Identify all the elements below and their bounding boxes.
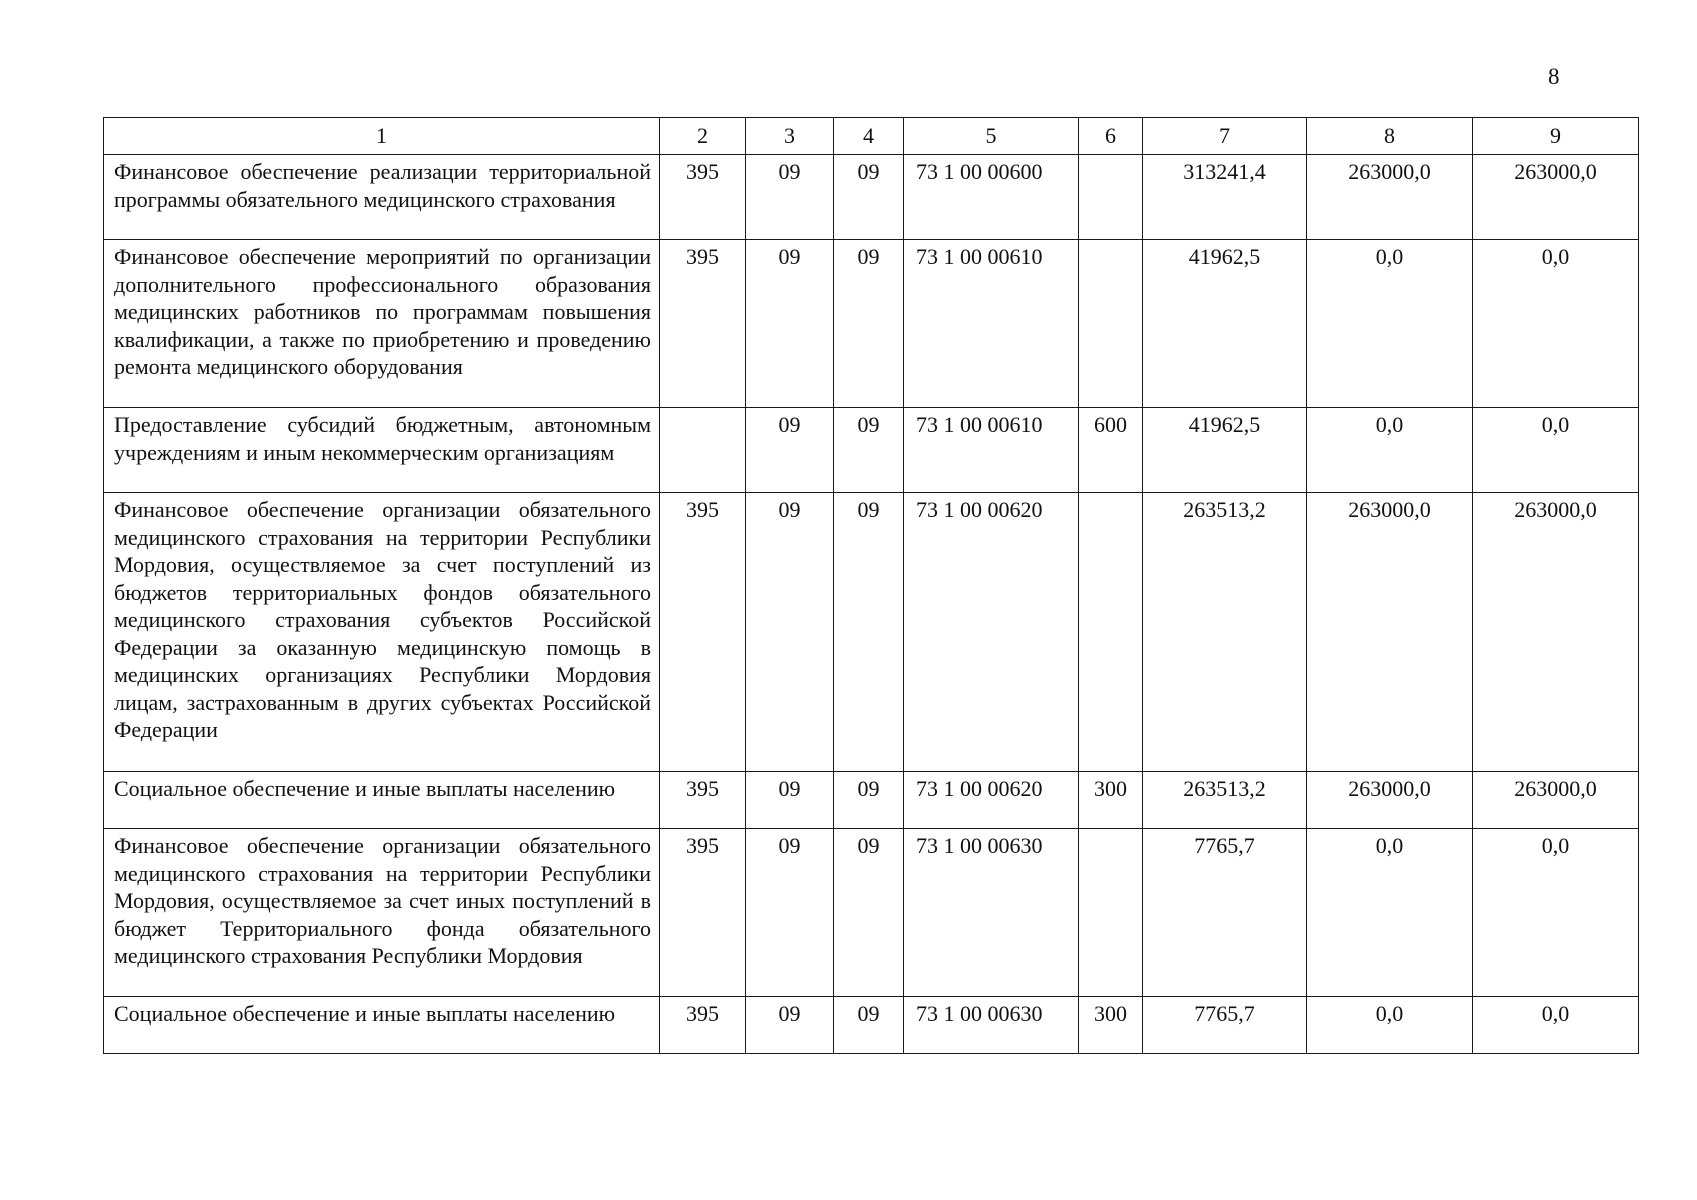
- cell-col4: 09: [834, 829, 904, 997]
- cell-col4: 09: [834, 772, 904, 829]
- cell-col7: 41962,5: [1143, 408, 1307, 493]
- header-cell-9: 9: [1473, 118, 1639, 155]
- cell-col2: 395: [660, 997, 746, 1054]
- row-description: Финансовое обеспечение мероприятий по организации дополнительного профессионального образования медицинских работников по программам повышения квалификации, а также по приобретению и проведению ремонта медицинского оборудования: [104, 240, 660, 408]
- row-description: Финансовое обеспечение реализации территориальной программы обязательного медицинского страхования: [104, 155, 660, 240]
- cell-col2: 395: [660, 155, 746, 240]
- cell-col5: 73 1 00 00610: [904, 408, 1079, 493]
- table-row: [104, 829, 1639, 997]
- cell-col5: 73 1 00 00620: [904, 772, 1079, 829]
- cell-col3: 09: [746, 240, 834, 408]
- cell-col6: 300: [1079, 997, 1143, 1054]
- cell-col5: 73 1 00 00600: [904, 155, 1079, 240]
- cell-col6: [1079, 829, 1143, 997]
- row-description: Финансовое обеспечение организации обязательного медицинского страхования на территории Республики Мордовия, осуществляемое за счет поступлений из бюджетов территориальных фондов обязательного медицинского страхования субъектов Российской Федерации за оказанную медицинскую помощь в медицинских организациях Республики Мордовия лицам, застрахованным в других субъектах Российской Федерации: [104, 493, 660, 772]
- cell-col3: 09: [746, 155, 834, 240]
- table-row: [104, 240, 1639, 408]
- header-row: [104, 118, 1639, 155]
- cell-col4: 09: [834, 240, 904, 408]
- table-row: [104, 493, 1639, 772]
- table-row: [104, 772, 1639, 829]
- header-cell-8: 8: [1307, 118, 1473, 155]
- header-cell-1: 1: [104, 118, 660, 155]
- cell-col7: 263513,2: [1143, 493, 1307, 772]
- cell-col9: 0,0: [1473, 240, 1639, 408]
- cell-col4: 09: [834, 997, 904, 1054]
- row-description: Предоставление субсидий бюджетным, автономным учреждениям и иным некоммерческим организациям: [104, 408, 660, 493]
- cell-col5: 73 1 00 00630: [904, 997, 1079, 1054]
- cell-col5: 73 1 00 00620: [904, 493, 1079, 772]
- cell-col2: [660, 408, 746, 493]
- cell-col7: 41962,5: [1143, 240, 1307, 408]
- row-description: Социальное обеспечение и иные выплаты населению: [104, 772, 660, 829]
- cell-col2: 395: [660, 240, 746, 408]
- cell-col4: 09: [834, 408, 904, 493]
- header-cell-3: 3: [746, 118, 834, 155]
- cell-col6: [1079, 493, 1143, 772]
- cell-col3: 09: [746, 493, 834, 772]
- cell-col9: 0,0: [1473, 829, 1639, 997]
- cell-col3: 09: [746, 772, 834, 829]
- cell-col2: 395: [660, 493, 746, 772]
- row-description: Финансовое обеспечение организации обязательного медицинского страхования на территории Республики Мордовия, осуществляемое за счет иных поступлений в бюджет Территориального фонда обязательного медицинского страхования Республики Мордовия: [104, 829, 660, 997]
- cell-col2: 395: [660, 772, 746, 829]
- cell-col3: 09: [746, 408, 834, 493]
- cell-col8: 0,0: [1307, 408, 1473, 493]
- header-cell-2: 2: [660, 118, 746, 155]
- header-cell-4: 4: [834, 118, 904, 155]
- cell-col6: 600: [1079, 408, 1143, 493]
- cell-col2: 395: [660, 829, 746, 997]
- header-cell-6: 6: [1079, 118, 1143, 155]
- cell-col9: 263000,0: [1473, 155, 1639, 240]
- table-row: [104, 997, 1639, 1054]
- cell-col8: 263000,0: [1307, 493, 1473, 772]
- cell-col8: 0,0: [1307, 997, 1473, 1054]
- cell-col9: 263000,0: [1473, 772, 1639, 829]
- cell-col3: 09: [746, 829, 834, 997]
- row-description: Социальное обеспечение и иные выплаты населению: [104, 997, 660, 1054]
- cell-col9: 263000,0: [1473, 493, 1639, 772]
- cell-col3: 09: [746, 997, 834, 1054]
- cell-col5: 73 1 00 00610: [904, 240, 1079, 408]
- cell-col6: 300: [1079, 772, 1143, 829]
- cell-col4: 09: [834, 493, 904, 772]
- cell-col8: 263000,0: [1307, 155, 1473, 240]
- table-row: [104, 408, 1639, 493]
- page-number: 8: [1548, 64, 1560, 89]
- cell-col5: 73 1 00 00630: [904, 829, 1079, 997]
- cell-col7: 7765,7: [1143, 997, 1307, 1054]
- table-row: [104, 155, 1639, 240]
- cell-col7: 7765,7: [1143, 829, 1307, 997]
- header-cell-7: 7: [1143, 118, 1307, 155]
- cell-col9: 0,0: [1473, 408, 1639, 493]
- cell-col6: [1079, 240, 1143, 408]
- cell-col4: 09: [834, 155, 904, 240]
- cell-col9: 0,0: [1473, 997, 1639, 1054]
- budget-table: [103, 117, 1639, 1054]
- cell-col7: 313241,4: [1143, 155, 1307, 240]
- header-cell-5: 5: [904, 118, 1079, 155]
- cell-col7: 263513,2: [1143, 772, 1307, 829]
- cell-col8: 263000,0: [1307, 772, 1473, 829]
- cell-col8: 0,0: [1307, 240, 1473, 408]
- cell-col8: 0,0: [1307, 829, 1473, 997]
- cell-col6: [1079, 155, 1143, 240]
